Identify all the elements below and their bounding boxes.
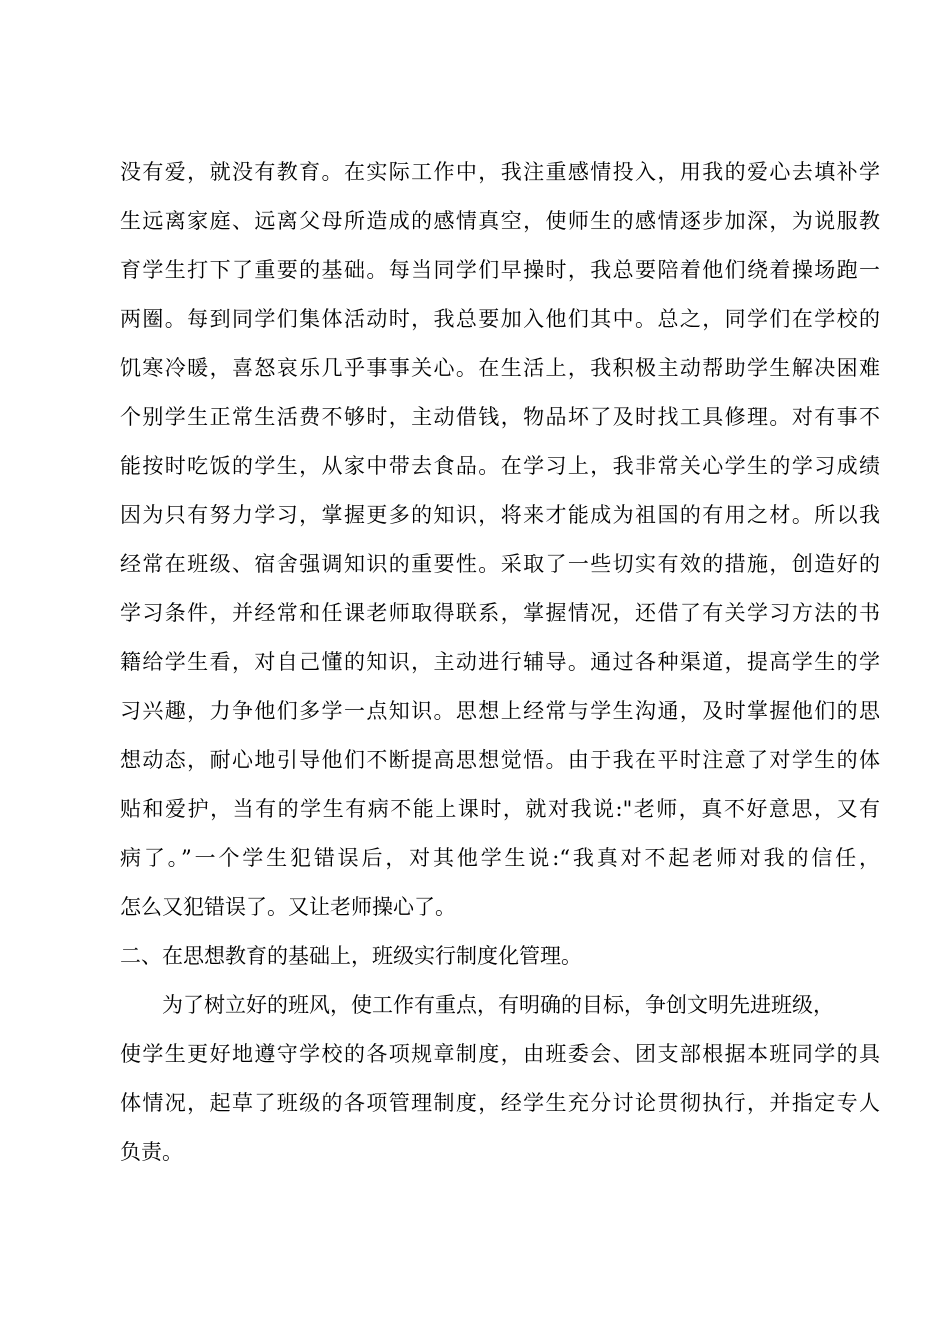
- paragraph-2-line: 负责。: [120, 1140, 183, 1164]
- paragraph-1-line: 怎么又犯错误了。又让老师操心了。: [120, 895, 456, 919]
- paragraph-1-line: 因为只有努力学习，掌握更多的知识，将来才能成为祖国的有用之材。所以我: [120, 503, 880, 527]
- paragraph-2-line: 为了树立好的班风，使工作有重点，有明确的目标，争创文明先进班级，: [162, 993, 834, 1017]
- paragraph-1-line: 饥寒冷暖，喜怒哀乐几乎事事关心。在生活上，我积极主动帮助学生解决困难: [120, 356, 880, 380]
- paragraph-1-line: 学习条件，并经常和任课老师取得联系，掌握情况，还借了有关学习方法的书: [120, 601, 880, 625]
- paragraph-1-line: 育学生打下了重要的基础。每当同学们早操时，我总要陪着他们绕着操场跑一: [120, 258, 880, 282]
- paragraph-1-line: 生远离家庭、远离父母所造成的感情真空，使师生的感情逐步加深，为说服教: [120, 209, 880, 233]
- paragraph-1: [120, 148, 880, 932]
- paragraph-2-line: 使学生更好地遵守学校的各项规章制度，由班委会、团支部根据本班同学的具: [120, 1042, 880, 1066]
- paragraph-1-line: 能按时吃饭的学生，从家中带去食品。在学习上，我非常关心学生的学习成绩: [120, 454, 880, 478]
- paragraph-1-line: 两圈。每到同学们集体活动时，我总要加入他们其中。总之，同学们在学校的: [120, 307, 880, 331]
- paragraph-1-line: 个别学生正常生活费不够时，主动借钱，物品坏了及时找工具修理。对有事不: [120, 405, 880, 429]
- paragraph-2-line: 体情况，起草了班级的各项管理制度，经学生充分讨论贯彻执行，并指定专人: [120, 1091, 880, 1115]
- document-body: [120, 148, 880, 1177]
- paragraph-1-line: 籍给学生看，对自己懂的知识，主动进行辅导。通过各种渠道，提高学生的学: [120, 650, 880, 674]
- paragraph-1-line: 没有爱，就没有教育。在实际工作中，我注重感情投入，用我的爱心去填补学: [120, 160, 880, 184]
- section-heading: 二、在思想教育的基础上，班级实行制度化管理。: [120, 944, 582, 968]
- paragraph-1-line: 经常在班级、宿舍强调知识的重要性。采取了一些切实有效的措施，创造好的: [120, 552, 880, 576]
- paragraph-2: [120, 981, 880, 1177]
- paragraph-1-line: 病了。”一个学生犯错误后，对其他学生说:“我真对不起老师对我的信任，: [120, 846, 880, 870]
- paragraph-1-line: 习兴趣，力争他们多学一点知识。思想上经常与学生沟通，及时掌握他们的思: [120, 699, 880, 723]
- paragraph-1-line: 想动态，耐心地引导他们不断提高思想觉悟。由于我在平时注意了对学生的体: [120, 748, 880, 772]
- paragraph-1-line: 贴和爱护，当有的学生有病不能上课时，就对我说:"老师，真不好意思，又有: [120, 797, 880, 821]
